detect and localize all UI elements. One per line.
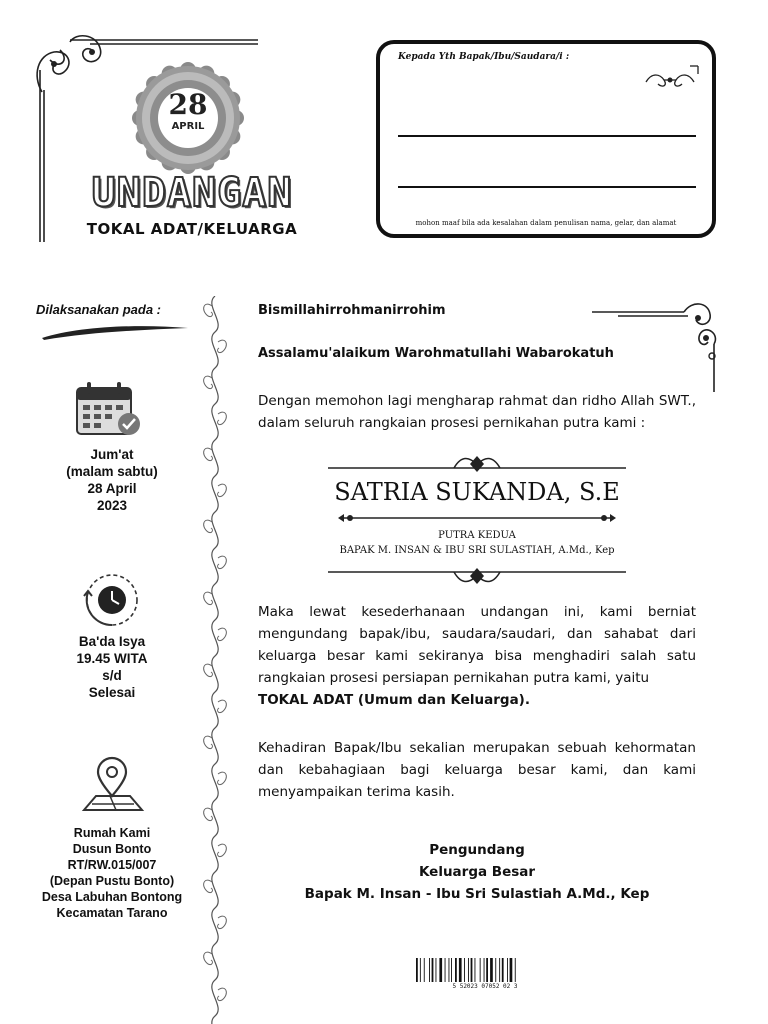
place-line-5: Desa Labuhan Bontong [41, 890, 183, 904]
place-line-1: Rumah Kami [73, 826, 151, 840]
place-line-6: Kecamatan Tarano [56, 906, 168, 920]
page-subtitle: TOKAL ADAT/KELUARGA [86, 220, 298, 238]
barcode-number: 5 52023 07052 02 3 [452, 983, 518, 990]
event-date [20, 446, 204, 514]
clock-icon [76, 570, 146, 640]
card-ornament-icon [640, 64, 700, 94]
time-line-4: Selesai [88, 685, 136, 700]
date-line-4: 2023 [96, 498, 128, 513]
place-line-4: (Depan Pustu Bonto) [49, 874, 175, 888]
time-line-2: 19.45 WITA [76, 651, 148, 666]
salam-text: Assalamu'alaikum Warohmatullahi Wabarokatuh [258, 346, 614, 361]
map-location-icon [78, 756, 148, 826]
page-title: UNDANGAN [91, 170, 293, 216]
event-name: TOKAL ADAT (Umum dan Keluarga). [258, 692, 530, 708]
invitation-text: Maka lewat kesederhanaan undangan ini, kami berniat mengundang bapak/ibu, saudara/saudari, dan sahabat dari keluarga besar kami sekiranya bisa menghadiri salah satu rangkaian prosesi persiapan pernikahan putra kami, yaitu [258, 604, 696, 686]
address-card-note: mohon maaf bila ada kesalahan dalam penulisan nama, gelar, dan alamat [415, 219, 677, 227]
event-place [20, 825, 204, 921]
badge-day: 28 [168, 88, 208, 121]
address-line-1[interactable] [398, 135, 696, 137]
swoosh-ornament [40, 320, 190, 342]
closing-paragraph: Kehadiran Bapak/Ibu sekalian merupakan sebuah kehormatan dan kebahagiaan bagi keluarga besar kami, dan kami menyampaikan terima kasih. [258, 740, 696, 800]
groom-parents: BAPAK M. INSAN & IBU SRI SULASTIAH, A.Md., Kep [339, 545, 615, 556]
time-line-3: s/d [102, 668, 122, 683]
name-frame-ornament [324, 450, 630, 590]
place-line-3: RT/RW.015/007 [67, 858, 157, 872]
calendar-icon [73, 378, 143, 448]
vine-divider-ornament [198, 296, 232, 1024]
basmalah-text: Bismillahirrohmanirrohim [258, 303, 446, 318]
signature-line-2: Keluarga Besar [418, 864, 536, 880]
signature-line-3: Bapak M. Insan - Ibu Sri Sulastiah A.Md., Kep [304, 886, 650, 902]
address-card-label: Kepada Yth Bapak/Ibu/Saudara/i : [398, 52, 570, 62]
date-line-3: 28 April [87, 481, 137, 496]
place-line-2: Dusun Bonto [72, 842, 152, 856]
signature-line-1: Pengundang [429, 842, 525, 858]
event-time [20, 633, 204, 701]
executed-on-label: Dilaksanakan pada : [36, 302, 161, 317]
address-line-2[interactable] [398, 186, 696, 188]
invitation-paragraph [258, 601, 696, 711]
date-line-1: Jum'at [90, 447, 134, 462]
time-line-1: Ba'da Isya [78, 634, 146, 649]
intro-paragraph: Dengan memohon lagi mengharap rahmat dan ridho Allah SWT., dalam seluruh rangkaian prosesi pernikahan putra kami : [258, 393, 696, 431]
groom-order: PUTRA KEDUA [438, 530, 516, 541]
groom-name: SATRIA SUKANDA, S.E [334, 478, 620, 506]
badge-month: APRIL [171, 121, 205, 132]
date-line-2: (malam sabtu) [66, 464, 158, 479]
